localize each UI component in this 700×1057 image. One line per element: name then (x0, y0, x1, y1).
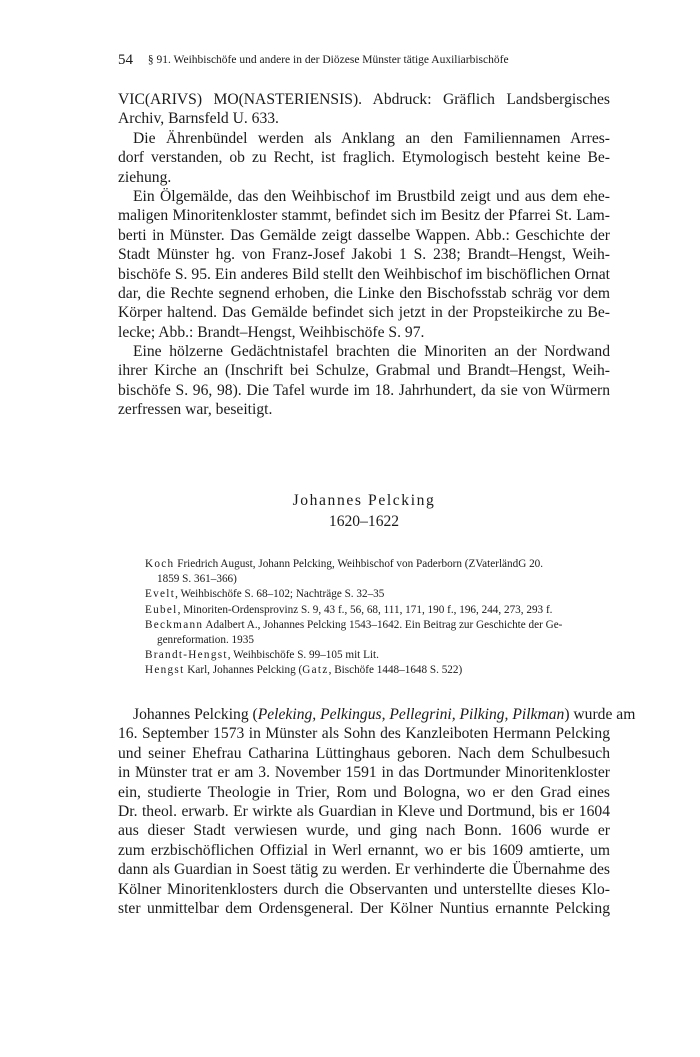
bib-text: , Weihbischöfe S. 99–105 mit Lit. (227, 649, 379, 662)
bibliography-entry (145, 603, 615, 618)
bib-inline-author: Gatz (302, 664, 329, 677)
first-line-start: Johannes Pelcking ( (133, 706, 258, 723)
text-line (118, 705, 636, 724)
text-line: in Münster trat er am 3. November 1591 in das Dortmunder Minoritenkloster (118, 764, 610, 782)
text-line: dar, die Rechte segnend erhoben, die Linke den Bischofsstab schräg vor dem (118, 284, 610, 302)
text-line: 16. September 1573 in Münster als Sohn des Kanzleiboten Hermann Pelcking (118, 725, 610, 743)
text-line: dann als Guardian in Soest tätig zu werden. Er verhinderte die Übernahme des (118, 861, 610, 879)
text-line: ihrer Kirche an (Inschrift bei Schulze, Grabmal und Brandt–Hengst, Weih- (118, 362, 610, 380)
text-line: aus dieser Stadt verwiesen wurde, und ging nach Bonn. 1606 wurde er (118, 822, 610, 840)
text-line: Körper haltend. Das Gemälde befindet sich jetzt in der Propsteikirche zu Be- (118, 304, 610, 322)
bib-author: Beckmann (145, 618, 204, 631)
section-name: Johannes Pelcking (292, 492, 436, 509)
page-number: 54 (118, 52, 133, 68)
running-header (118, 52, 608, 69)
bibliography-entry (145, 663, 615, 678)
text-line: und seiner Ehefrau Catharina Lüttinghaus geboren. Nach dem Schulbesuch (118, 744, 610, 762)
text-line: Archiv, Barnsfeld U. 633. (118, 110, 279, 128)
text-line: Ein Ölgemälde, das den Weihbischof im Brustbild zeigt und aus dem ehe- (133, 187, 610, 205)
bib-author: Eubel (145, 603, 178, 616)
section-heading (118, 490, 610, 532)
text-line: ster unmittelbar dem Ordensgeneral. Der Kölner Nuntius ernannte Pelcking (118, 899, 610, 917)
first-line-end: ) wurde am (564, 706, 636, 723)
bibliography-entry (145, 587, 615, 602)
biography-text-block (118, 705, 636, 918)
bib-text-after: , Bischöfe 1448–1648 S. 522) (328, 664, 463, 677)
bib-text: Adalbert A., Johannes Pelcking 1543–1642. Ein Beitrag zur Geschichte der Ge- (203, 618, 563, 631)
text-line: ein, studierte Theologie in Trier, Rom und Bologna, wo er den Grad eines (118, 783, 610, 801)
text-line: dorf verstanden, ob zu Recht, ist fraglich. Etymologisch besteht keine Be- (118, 149, 610, 167)
running-title: § 91. Weihbischöfe und andere in der Diözese Münster tätige Auxiliarbischöfe (147, 54, 509, 66)
text-line: zum erzbischöflichen Offizial in Werl ernannt, wo er bis 1609 amtierte, um (118, 841, 610, 859)
text-line: Die Ährenbündel werden als Anklang an den Familiennamen Arres- (133, 129, 610, 147)
bib-text: Karl, Johannes Pelcking ( (184, 664, 303, 677)
bib-author: Koch (145, 558, 175, 570)
text-line: Eine hölzerne Gedächtnistafel brachten die Minoriten an der Nordwand (133, 343, 610, 361)
text-line: ziehung. (118, 168, 172, 186)
bib-text: , Weihbischöfe S. 68–102; Nachträge S. 32–35 (175, 588, 385, 601)
bib-text: Friedrich August, Johann Pelcking, Weihbischof von Paderborn (ZVaterländG 20. (174, 558, 544, 570)
bib-continuation: 1859 S. 361–366) (157, 573, 237, 586)
bib-author: Evelt (145, 588, 176, 601)
text-line: berti in Münster. Das Gemälde zeigt dasselbe Wappen. Abb.: Geschichte der (118, 226, 610, 244)
text-line: lecke; Abb.: Brandt–Hengst, Weihbischöfe S. 97. (118, 323, 425, 341)
text-line: maligen Minoritenkloster stammt, befindet sich im Besitz der Pfarrei St. Lam- (118, 207, 610, 225)
bibliography-entry (145, 648, 615, 663)
text-line: bischöfe S. 96, 98). Die Tafel wurde im 18. Jahrhundert, da sie von Würmern (118, 381, 610, 399)
section-years: 1620–1622 (328, 513, 400, 530)
text-line: Dr. theol. erwarb. Er wirkte als Guardian in Kleve und Dortmund, bis er 1604 (118, 802, 610, 820)
top-text-block (118, 90, 610, 420)
bibliography-entry (145, 557, 615, 572)
bib-continuation: genreformation. 1935 (157, 634, 254, 647)
bib-text: , Minoriten-Ordensprovinz S. 9, 43 f., 56, 68, 111, 171, 190 f., 196, 244, 273, 293 f. (177, 603, 553, 616)
text-line: Stadt Münster hg. von Franz-Josef Jakobi 1 S. 238; Brandt–Hengst, Weih- (118, 246, 610, 264)
text-line: zerfressen war, beseitigt. (118, 401, 273, 419)
text-line: Kölner Minoritenklosters durch die Observanten und unterstellte dieses Klo- (118, 880, 610, 898)
text-line: bischöfe S. 95. Ein anderes Bild stellt den Weihbischof im bischöflichen Ornat (118, 265, 610, 283)
bib-author: Brandt-Hengst (145, 649, 228, 662)
bib-author: Hengst (145, 664, 185, 677)
name-variants: Peleking, Pelkingus, Pellegrini, Pilking, Pilkman (257, 706, 565, 723)
text-line: VIC(ARIVS) MO(NASTERIENSIS). Abdruck: Gräflich Landsbergisches (118, 91, 610, 108)
bibliography-list (145, 557, 615, 679)
bibliography-entry (145, 618, 615, 633)
